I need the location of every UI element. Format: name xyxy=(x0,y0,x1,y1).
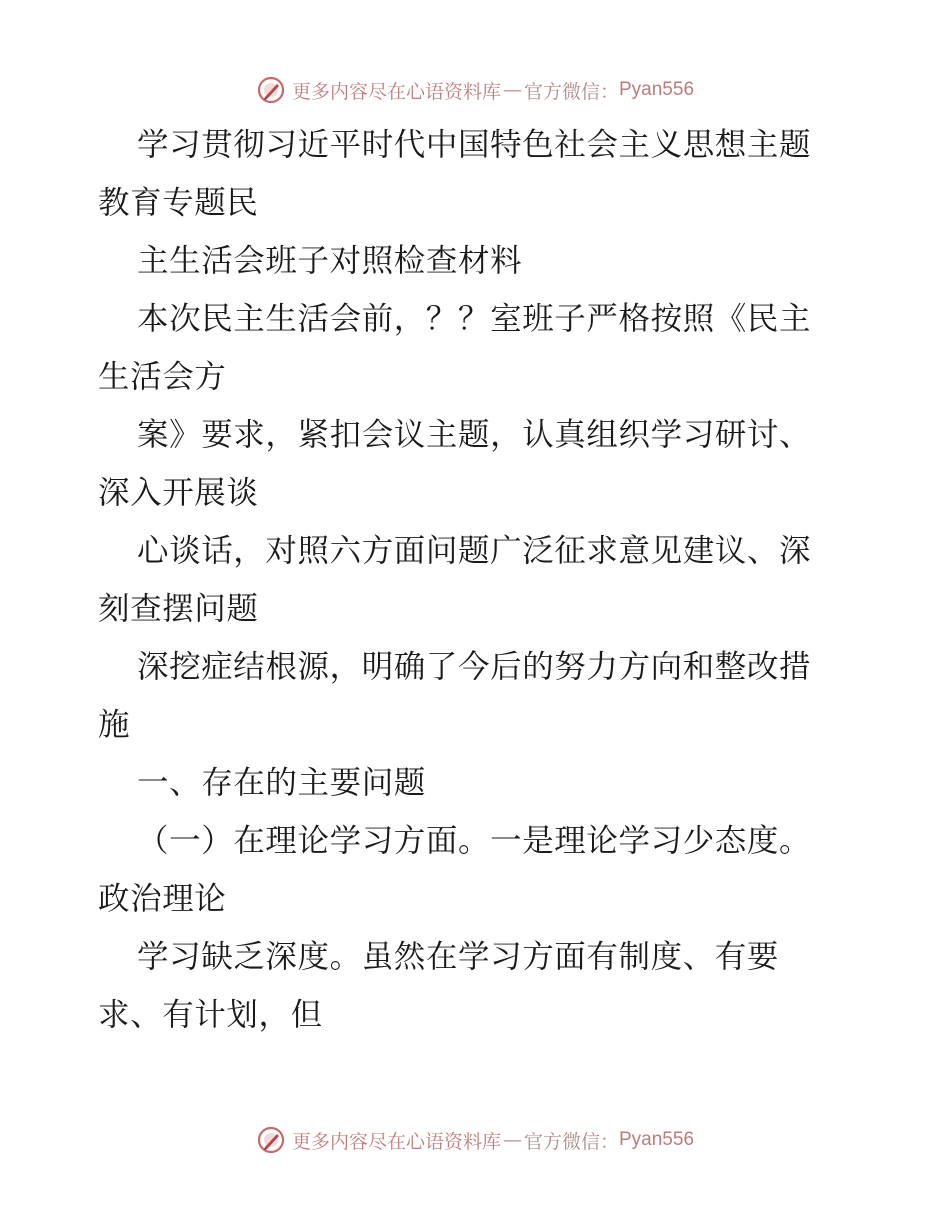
text-line: 施 xyxy=(98,707,131,743)
text-line: 生活会方 xyxy=(98,359,227,395)
watermark-wechat-id: Pyan556 xyxy=(619,1129,695,1150)
text-line: 深入开展谈 xyxy=(98,475,259,511)
text-line: 学习缺乏深度。虽然在学习方面有制度、有要 xyxy=(137,939,780,975)
watermark-wechat-label: 官方微信： xyxy=(523,1130,619,1153)
footer-watermark xyxy=(0,1120,950,1160)
text-line: 主生活会班子对照检查材料 xyxy=(137,243,523,279)
text-line: 求、有计划，但 xyxy=(98,997,323,1033)
watermark-wechat-label: 官方微信： xyxy=(523,80,619,103)
text-line: 心谈话，对照六方面问题广泛征求意见建议、深 xyxy=(137,533,812,569)
section-heading: 一、存在的主要问题 xyxy=(137,765,426,801)
header-watermark xyxy=(0,70,950,110)
text-line: 本次民主生活会前，？？室班子严格按照《民主 xyxy=(137,301,812,337)
text-line: （一）在理论学习方面。一是理论学习少态度。 xyxy=(137,823,812,859)
watermark-separator: — xyxy=(502,79,522,101)
text-line: 学习贯彻习近平时代中国特色社会主义思想主题 xyxy=(137,127,812,163)
watermark-separator: — xyxy=(502,1129,522,1151)
text-line: 深挖症结根源，明确了今后的努力方向和整改措 xyxy=(137,649,812,685)
text-line: 政治理论 xyxy=(98,881,227,917)
watermark-wechat-id: Pyan556 xyxy=(619,79,695,100)
pen-nib-circle-icon xyxy=(256,1125,286,1155)
pen-nib-circle-icon xyxy=(256,75,286,105)
document-body xyxy=(98,116,858,1044)
text-line: 刻查摆问题 xyxy=(98,591,259,627)
text-line: 教育专题民 xyxy=(98,185,259,221)
watermark-promo-text: 更多内容尽在心语资料库 xyxy=(291,1130,501,1153)
text-line: 案》要求，紧扣会议主题，认真组织学习研讨、 xyxy=(137,417,812,453)
watermark-promo-text: 更多内容尽在心语资料库 xyxy=(291,80,501,103)
